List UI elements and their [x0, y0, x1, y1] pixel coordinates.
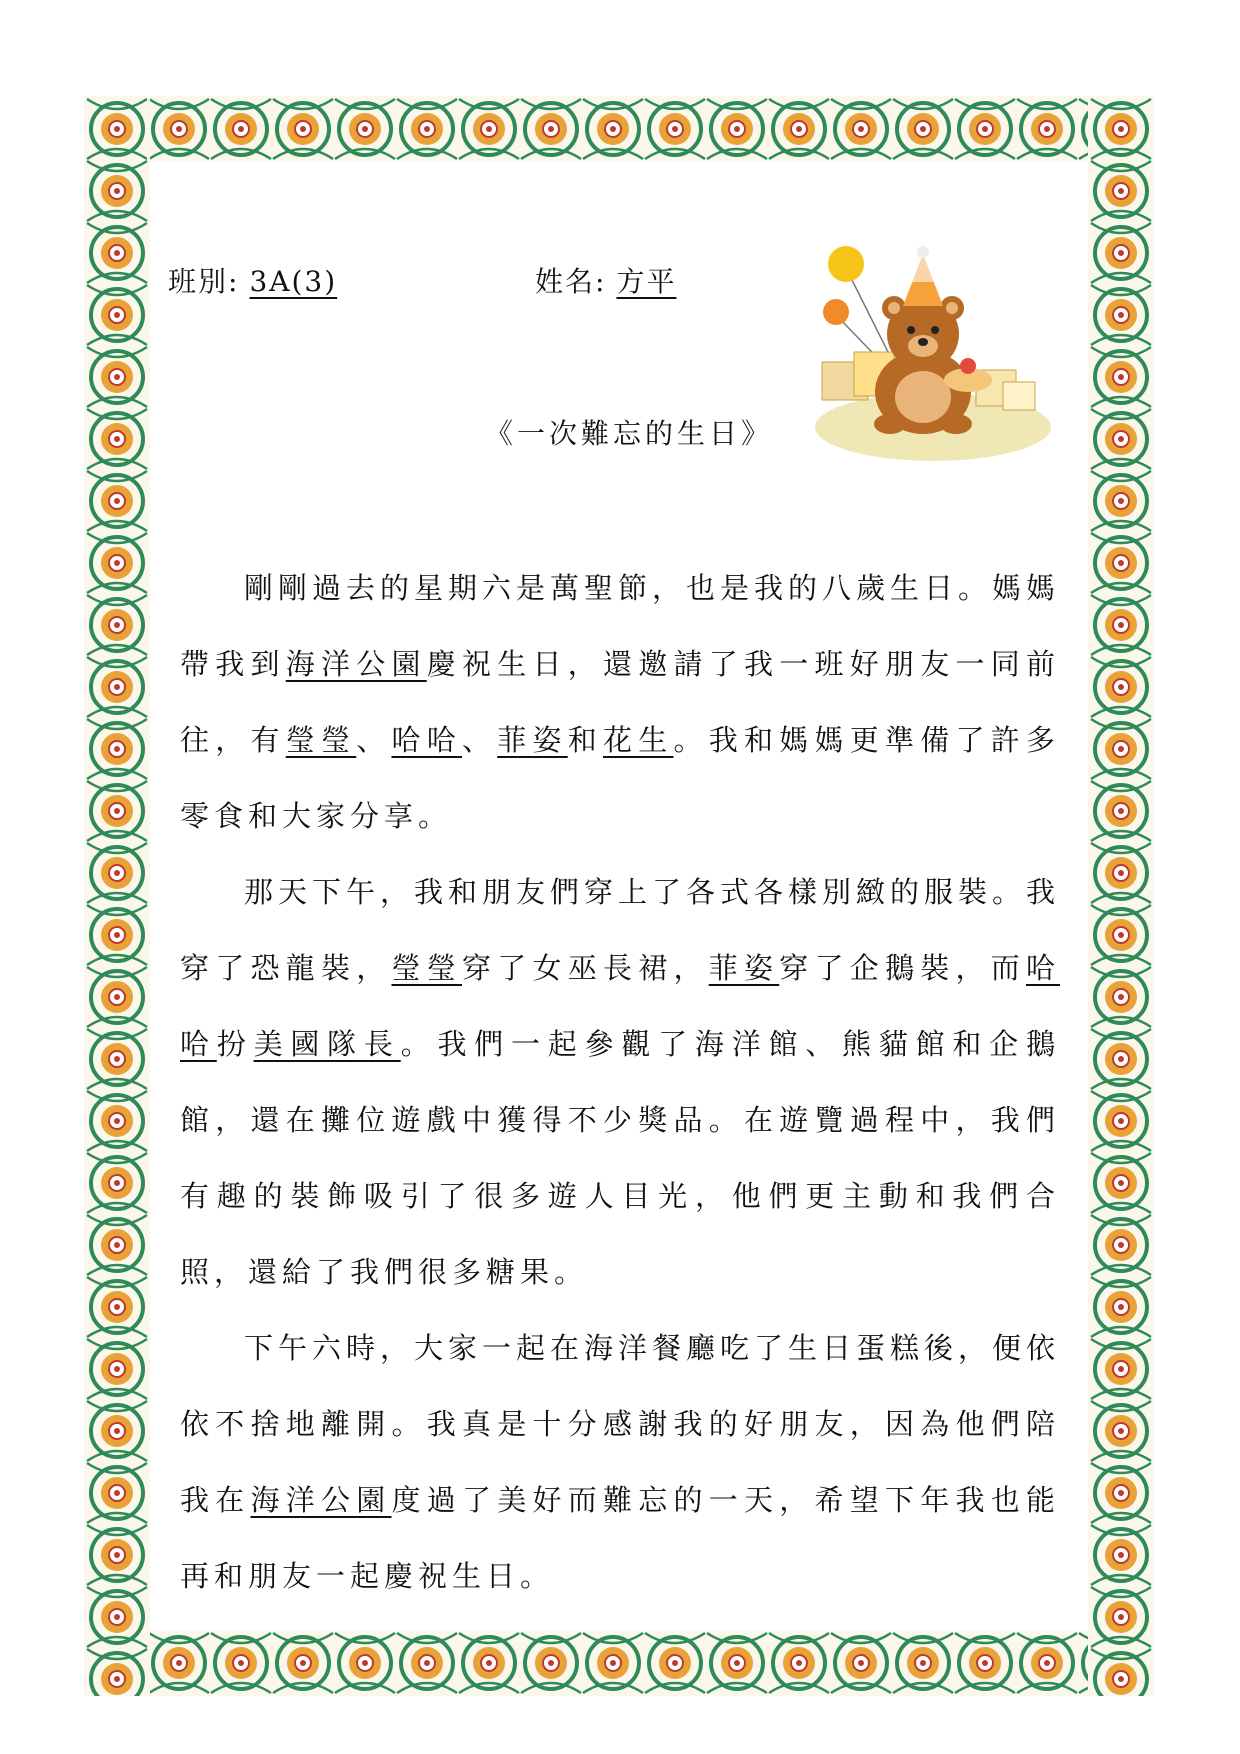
essay-text: 和	[567, 723, 603, 757]
proper-noun: 菲姿	[708, 951, 780, 985]
class-value: 3A(3)	[249, 265, 338, 298]
border-bottom	[84, 1630, 1154, 1696]
essay-text: 度過了美好而難忘的一天，希望下年我也能再和朋友一起慶祝生日。	[180, 1483, 1060, 1593]
name-label: 姓名:	[535, 265, 607, 298]
worksheet-content	[150, 150, 1090, 1630]
proper-noun: 瑩瑩	[391, 951, 462, 985]
essay-text: 、	[461, 723, 498, 757]
essay-body	[180, 550, 1060, 1614]
essay-text: 那天下午，我和朋友們穿上了各式各樣別緻的服裝。我穿了恐龍裝，	[180, 875, 1061, 985]
essay-text: 穿了女巫長裙，	[461, 951, 709, 985]
essay-text: 扮	[216, 1027, 254, 1061]
essay-paragraph	[180, 854, 1060, 1310]
name-field	[535, 260, 698, 300]
essay-paragraph	[180, 550, 1060, 854]
birthday-bear-icon	[808, 242, 1053, 462]
proper-noun: 海洋公園	[250, 1483, 392, 1517]
proper-noun: 哈哈	[180, 951, 1060, 1061]
essay-text: 、	[356, 723, 392, 757]
essay-text: 慶祝生日，還邀請了我一班好朋友一同前往，有	[180, 647, 1060, 757]
essay-title: 《一次難忘的生日》	[485, 417, 774, 450]
essay-text: 。我和媽媽更準備了許多零食和大家分享。	[180, 723, 1060, 833]
essay-text: 下午六時，大家一起在海洋餐廳吃了生日蛋糕後，便依依不捨地離開。我真是十分感謝我的好朋友，因為他們陪我在	[180, 1331, 1061, 1517]
proper-noun: 美國隊長	[253, 1027, 401, 1061]
proper-noun: 花生	[602, 723, 674, 757]
proper-noun: 哈哈	[391, 723, 462, 757]
proper-noun: 瑩瑩	[285, 723, 357, 757]
border-left	[84, 96, 150, 1696]
name-value: 方平	[616, 265, 677, 298]
essay-text: 穿了企鵝裝，而	[779, 951, 1026, 985]
proper-noun: 菲姿	[497, 723, 568, 757]
essay-text: 剛剛過去的星期六是萬聖節，也是我的八歲生日。媽媽帶我到	[180, 571, 1061, 681]
class-label: 班別:	[168, 265, 240, 298]
class-field	[168, 260, 359, 300]
essay-text: 。我們一起參觀了海洋館、熊貓館和企鵝館，還在攤位遊戲中獲得不少獎品。在遊覽過程中，我們有趣的裝飾吸引了很多遊人目光，他們更主動和我們合照，還給了我們很多糖果。	[180, 1027, 1060, 1289]
proper-noun: 海洋公園	[285, 647, 427, 681]
essay-paragraph	[180, 1310, 1060, 1614]
border-right	[1088, 96, 1154, 1696]
